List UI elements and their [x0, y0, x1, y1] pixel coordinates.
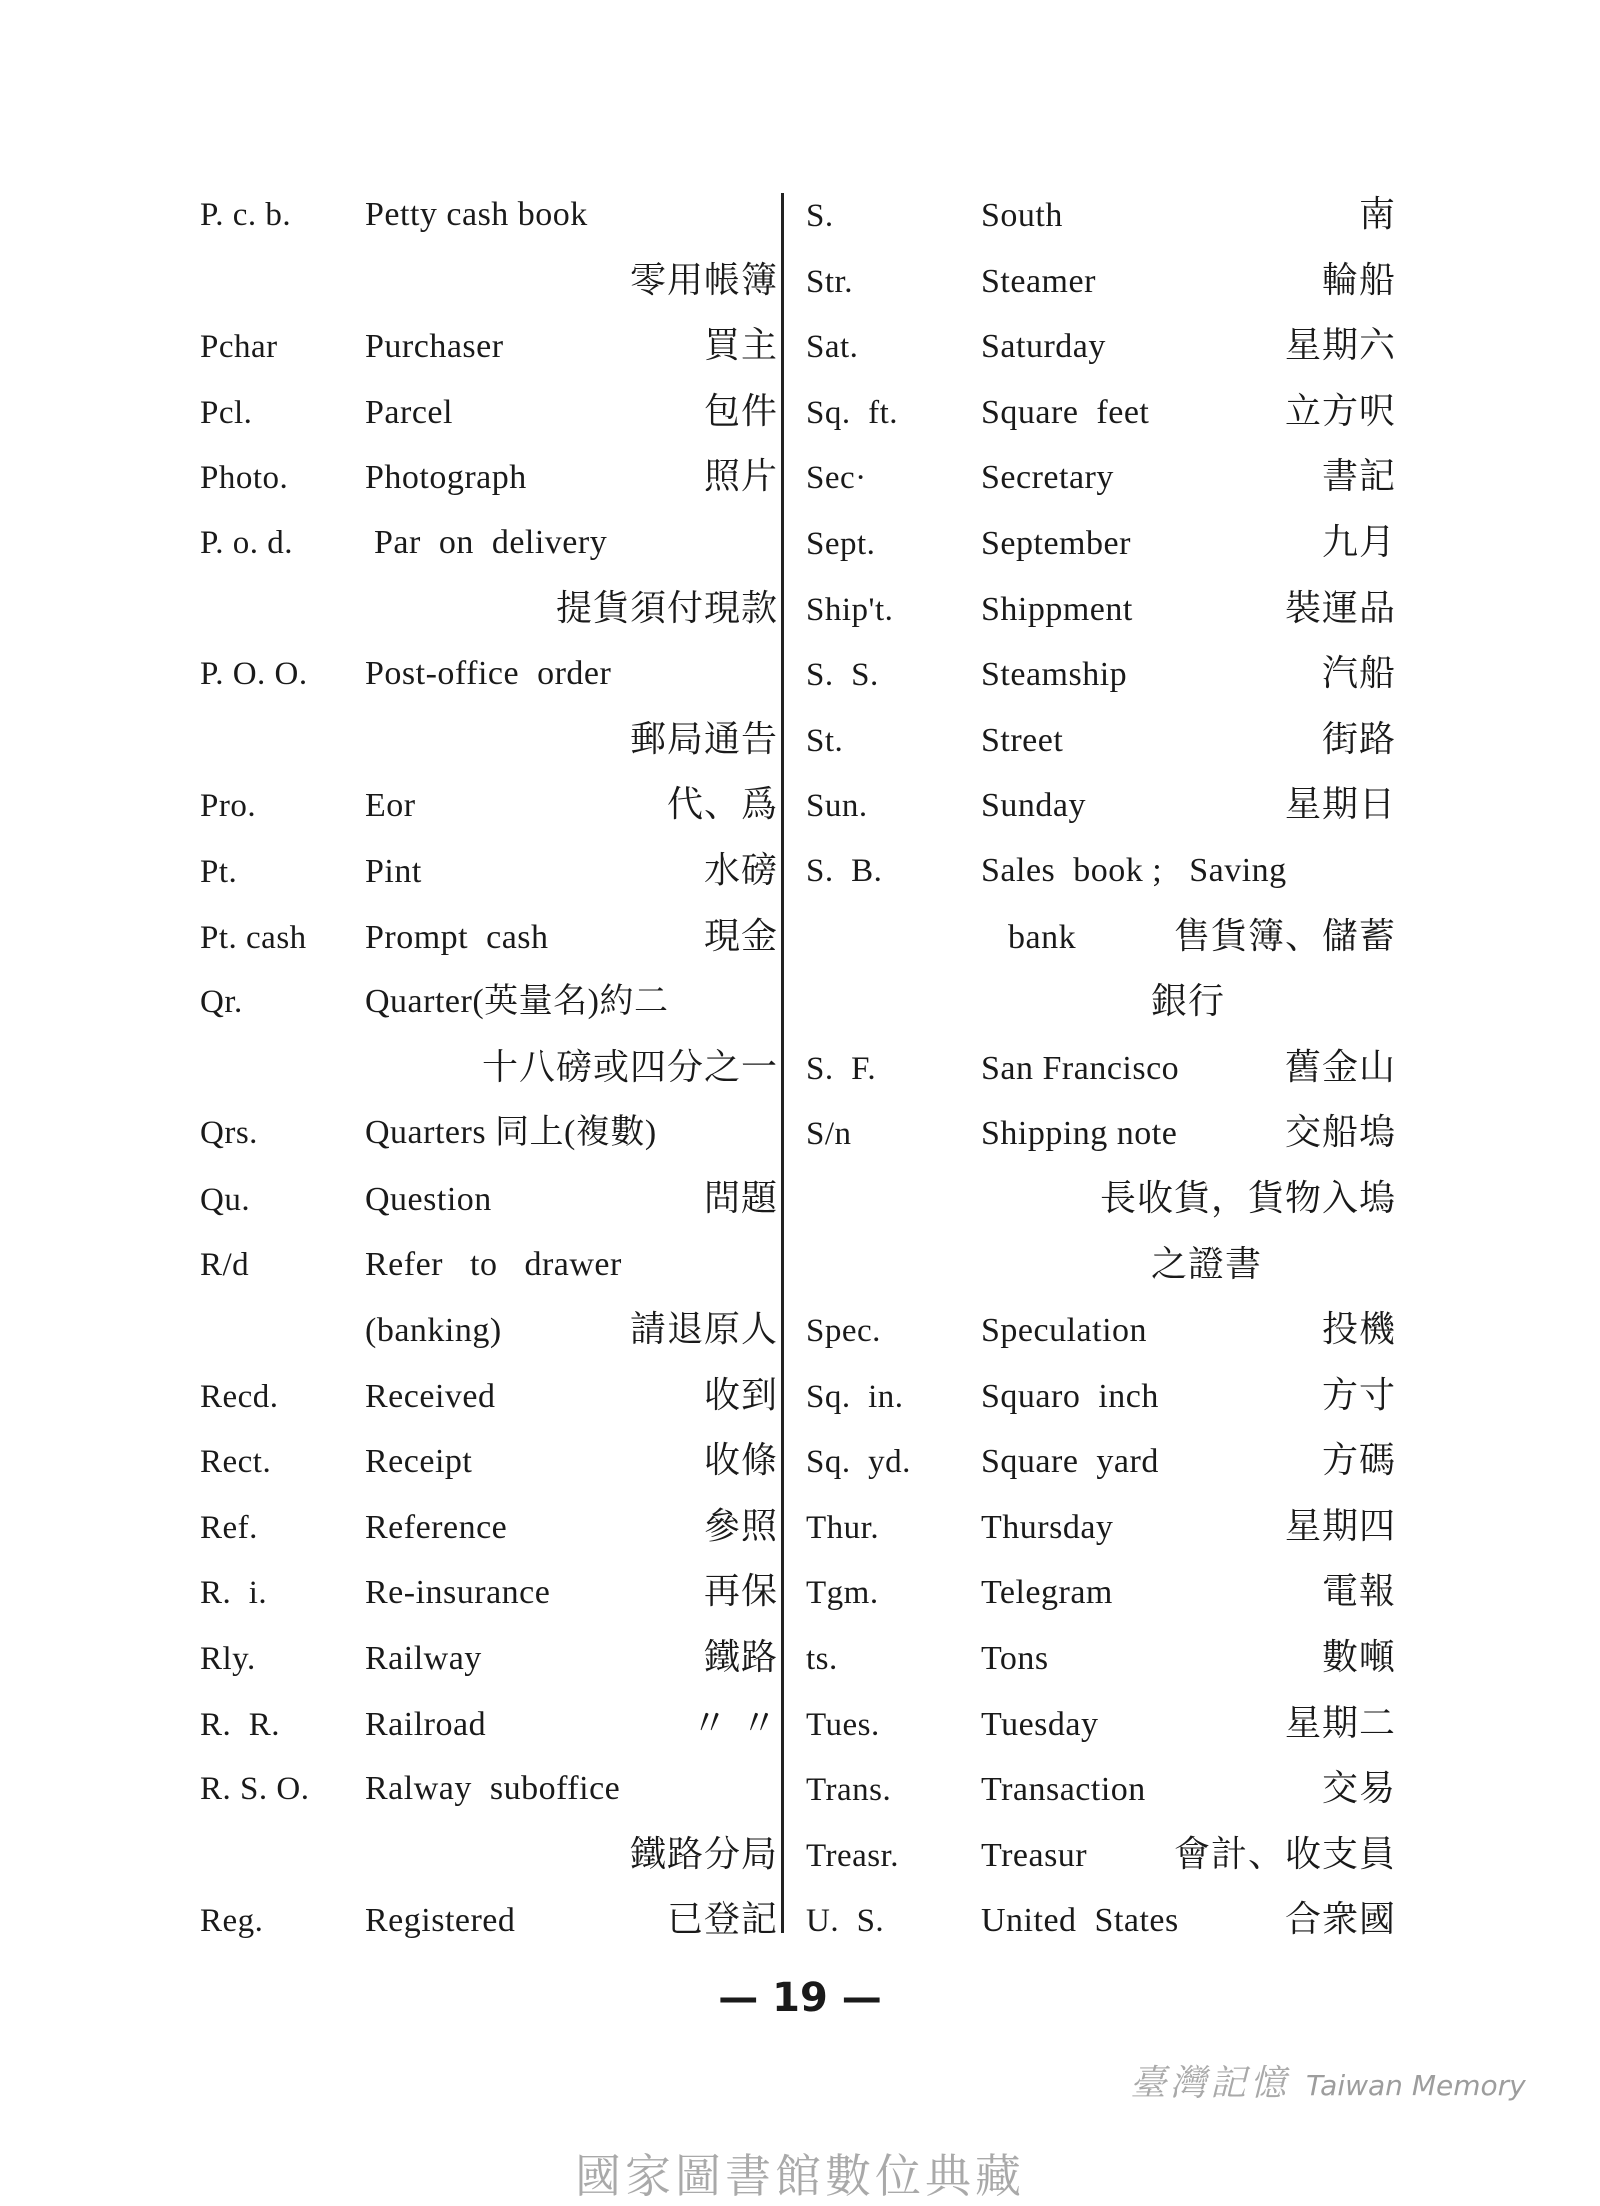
entry-row	[806, 1232, 1396, 1298]
abbreviation: Treasr.	[806, 1837, 900, 1874]
chinese-term: 合衆國	[1284, 1899, 1396, 1941]
english-term: Shippment	[981, 590, 1133, 628]
abbreviation: Photo.	[200, 460, 289, 497]
chinese-term: 鐵路	[703, 1637, 778, 1679]
english-term: Transaction	[981, 1771, 1146, 1809]
abbreviation: Sat.	[806, 329, 859, 366]
abbreviation: R/d	[200, 1246, 250, 1283]
english-term: Railroad	[365, 1705, 487, 1743]
english-term: Secretary	[981, 459, 1114, 497]
entry-row	[806, 182, 1396, 248]
chinese-term: 投機	[1321, 1309, 1396, 1351]
entry-row	[806, 1100, 1396, 1166]
entry-row	[806, 313, 1396, 379]
abbreviation: Ship't.	[806, 591, 894, 628]
chinese-term: 水磅	[703, 849, 778, 891]
chinese-term: 再保	[703, 1571, 778, 1613]
abbreviation: S. B.	[806, 852, 883, 889]
english-term: Square feet	[981, 393, 1150, 431]
entry-row	[200, 1035, 778, 1101]
chinese-term: 銀行	[1151, 981, 1226, 1023]
entry-row	[806, 1625, 1396, 1691]
chinese-term: 收到	[703, 1374, 778, 1416]
english-term: Refer to drawer	[365, 1245, 622, 1283]
abbreviation: Pt.	[200, 853, 238, 890]
chinese-term: 星期二	[1284, 1702, 1396, 1744]
chinese-term: 零用帳簿	[629, 259, 778, 301]
abbreviation: St.	[806, 722, 844, 759]
abbreviation: Rect.	[200, 1444, 272, 1481]
chinese-term: 買主	[703, 325, 778, 367]
abbreviation: Tgm.	[806, 1575, 879, 1612]
abbreviation: Sq. ft.	[806, 394, 899, 431]
abbreviation: ts.	[806, 1641, 838, 1678]
chinese-term: 交船塢	[1284, 1112, 1396, 1154]
abbreviation: P. O. O.	[200, 656, 308, 693]
english-term: bank	[981, 918, 1077, 956]
abbreviation: Pchar	[200, 329, 278, 366]
abbreviation: Sq. yd.	[806, 1444, 911, 1481]
entry-row	[200, 510, 778, 576]
abbreviation: S.	[806, 198, 834, 234]
entry-row	[806, 1428, 1396, 1494]
english-term: Registered	[365, 1902, 516, 1940]
abbreviation: P. c. b.	[200, 197, 292, 233]
chinese-term: 問題	[703, 1177, 778, 1219]
entry-row	[806, 248, 1396, 314]
chinese-term: 現金	[703, 915, 778, 957]
abbreviation: Sq. in.	[806, 1378, 904, 1415]
chinese-term: 收條	[703, 1440, 778, 1482]
english-term: Purchaser	[365, 328, 504, 366]
english-term: San Francisco	[981, 1049, 1180, 1087]
entry-row	[200, 1232, 778, 1298]
abbreviation: S. F.	[806, 1050, 877, 1087]
entry-row	[806, 1363, 1396, 1429]
english-term: Prompt cash	[365, 918, 549, 956]
entry-row	[806, 838, 1396, 904]
chinese-term: 裝運品	[1284, 587, 1396, 629]
entry-row	[806, 1559, 1396, 1625]
chinese-term: 九月	[1321, 521, 1396, 563]
english-term: Steamship	[981, 656, 1128, 694]
entry-row	[806, 510, 1396, 576]
chinese-term: 街路	[1321, 718, 1396, 760]
entry-row	[806, 772, 1396, 838]
abbreviation: R. R.	[200, 1706, 281, 1743]
entry-row	[200, 838, 778, 904]
entry-row	[200, 1887, 778, 1953]
abbreviation: Sun.	[806, 788, 868, 825]
chinese-term: 郵局通告	[629, 718, 778, 760]
chinese-term: 汽船	[1321, 653, 1396, 695]
entry-row	[806, 1166, 1396, 1232]
english-term: Sunday	[981, 787, 1086, 825]
watermark-main-text: 臺灣記憶	[1130, 2063, 1291, 2104]
chinese-term: 交易	[1321, 1768, 1396, 1810]
english-term: Question	[365, 1180, 492, 1218]
abbreviation: Sept.	[806, 525, 876, 562]
abbreviation: Tues.	[806, 1706, 880, 1743]
english-term: Ralway suboffice	[365, 1770, 621, 1808]
abbreviation: Pro.	[200, 788, 257, 825]
chinese-term: 售貨簿、儲蓄	[1173, 915, 1396, 957]
english-term: Telegram	[981, 1574, 1113, 1612]
right-column	[806, 182, 1396, 1953]
entry-row	[200, 313, 778, 379]
english-term: Square yard	[981, 1443, 1159, 1481]
chinese-term: 照片	[703, 456, 778, 498]
english-term: Sales book ; Saving	[981, 851, 1287, 889]
entry-row	[200, 772, 778, 838]
chinese-term: 舊金山	[1284, 1046, 1396, 1088]
entry-row	[806, 1887, 1396, 1953]
entry-row	[200, 444, 778, 510]
english-term: Railway	[365, 1640, 482, 1678]
chinese-term: 星期日	[1284, 784, 1396, 826]
english-term: Treasur	[981, 1836, 1088, 1874]
chinese-term: 會計、收支員	[1173, 1833, 1396, 1875]
entry-row	[200, 1363, 778, 1429]
english-term: Post-office order	[365, 655, 612, 693]
chinese-term: 鐵路分局	[629, 1833, 778, 1875]
english-term: Squaro inch	[981, 1377, 1159, 1415]
entry-row	[806, 1691, 1396, 1757]
chinese-term: 代、爲	[666, 784, 778, 826]
watermark-sub-text: Taiwan Memory	[1306, 2069, 1526, 2102]
abbreviation: Reg.	[200, 1903, 264, 1940]
english-term: Eor	[365, 787, 416, 825]
english-term: Saturday	[981, 328, 1106, 366]
column-divider	[781, 193, 784, 1933]
chinese-term: 星期六	[1284, 325, 1396, 367]
entry-row	[806, 969, 1396, 1035]
chinese-term: 十八磅或四分之一	[481, 1046, 778, 1088]
chinese-term: 提貨須付現款	[555, 587, 778, 629]
chinese-term: 南	[1358, 194, 1396, 235]
english-term: Speculation	[981, 1312, 1148, 1350]
english-term: September	[981, 524, 1131, 562]
chinese-term: 數噸	[1321, 1637, 1396, 1679]
english-term: Street	[981, 721, 1064, 759]
entry-row	[200, 379, 778, 445]
english-term: Petty cash book	[365, 196, 588, 233]
entry-row	[806, 444, 1396, 510]
abbreviation: Qr.	[200, 984, 243, 1021]
entry-row	[200, 1494, 778, 1560]
abbreviation: Pcl.	[200, 394, 253, 431]
entry-row	[200, 1100, 778, 1166]
chinese-term: 已登記	[666, 1899, 778, 1941]
english-term: United States	[981, 1902, 1179, 1940]
abbreviation: P. o. d.	[200, 524, 293, 561]
abbreviation: R. i.	[200, 1575, 268, 1612]
english-term: (banking)	[365, 1312, 502, 1350]
english-term: Photograph	[365, 459, 527, 497]
abbreviation: S/n	[806, 1116, 852, 1153]
left-column	[200, 182, 778, 1953]
entry-row	[200, 904, 778, 970]
abbreviation: Recd.	[200, 1378, 279, 1415]
entry-row	[806, 1035, 1396, 1101]
chinese-term: 方寸	[1321, 1374, 1396, 1416]
entry-row	[806, 904, 1396, 970]
english-term: Received	[365, 1377, 496, 1415]
chinese-term: 包件	[703, 390, 778, 432]
chinese-term: 方碼	[1321, 1440, 1396, 1482]
abbreviation: S. S.	[806, 657, 879, 694]
chinese-term: 星期四	[1284, 1505, 1396, 1547]
entry-row	[200, 707, 778, 773]
abbreviation: Str.	[806, 263, 853, 300]
abbreviation: Spec.	[806, 1313, 881, 1350]
english-term: Steamer	[981, 262, 1096, 300]
entry-row	[200, 1297, 778, 1363]
chinese-term: 書記	[1321, 456, 1396, 498]
taiwan-memory-watermark	[1130, 2055, 1526, 2106]
abbreviation: Qrs.	[200, 1115, 258, 1152]
chinese-term: 電報	[1321, 1571, 1396, 1613]
chinese-term: 〃 〃	[691, 1702, 778, 1744]
chinese-term: 參照	[703, 1505, 778, 1547]
page-number: — 19 —	[718, 1975, 882, 2021]
english-term: Reference	[365, 1508, 508, 1546]
entry-row	[806, 641, 1396, 707]
entry-row	[200, 1756, 778, 1822]
entry-row	[200, 1559, 778, 1625]
english-term: Shipping note	[981, 1115, 1178, 1153]
chinese-term: 長收貨，貨物入塢	[1099, 1177, 1396, 1219]
entry-row	[200, 248, 778, 314]
chinese-term: 請退原人	[629, 1309, 778, 1351]
english-term: Tuesday	[981, 1705, 1099, 1743]
english-term: Parcel	[365, 393, 453, 431]
entry-row	[200, 1428, 778, 1494]
abbreviation: Rly.	[200, 1641, 256, 1678]
entry-row	[200, 1691, 778, 1757]
chinese-term: 之證書	[1151, 1243, 1263, 1285]
entry-row	[200, 182, 778, 248]
entry-row	[806, 379, 1396, 445]
english-term: Quarter(英量名)約二	[365, 983, 669, 1021]
english-term: Par on delivery	[365, 523, 608, 561]
abbreviation: Trans.	[806, 1772, 892, 1809]
chinese-term: 立方呎	[1284, 390, 1396, 432]
entry-row	[200, 641, 778, 707]
entry-row	[806, 1756, 1396, 1822]
abbreviation: Thur.	[806, 1509, 880, 1546]
entry-row	[200, 1625, 778, 1691]
abbreviation: Pt. cash	[200, 919, 307, 956]
entry-row	[806, 707, 1396, 773]
entry-row	[806, 1297, 1396, 1363]
entry-row	[200, 969, 778, 1035]
entry-row	[806, 1822, 1396, 1888]
english-term: South	[981, 197, 1063, 234]
entry-row	[200, 1166, 778, 1232]
abbreviation: U. S.	[806, 1903, 885, 1940]
entry-row	[806, 1494, 1396, 1560]
library-footer: 國家圖書館數位典藏	[575, 2149, 1025, 2203]
abbreviation: Ref.	[200, 1509, 258, 1546]
entry-row	[200, 576, 778, 642]
english-term: Pint	[365, 852, 422, 890]
english-term: Receipt	[365, 1443, 473, 1481]
entry-row	[806, 576, 1396, 642]
chinese-term: 輪船	[1321, 259, 1396, 301]
english-term: Re-insurance	[365, 1574, 551, 1612]
english-term: Quarters 同上(複數)	[365, 1114, 657, 1152]
abbreviation: R. S. O.	[200, 1771, 310, 1808]
entry-row	[200, 1822, 778, 1888]
abbreviation: Sec·	[806, 460, 867, 497]
english-term: Thursday	[981, 1508, 1114, 1546]
english-term: Tons	[981, 1640, 1049, 1678]
abbreviation: Qu.	[200, 1181, 251, 1218]
